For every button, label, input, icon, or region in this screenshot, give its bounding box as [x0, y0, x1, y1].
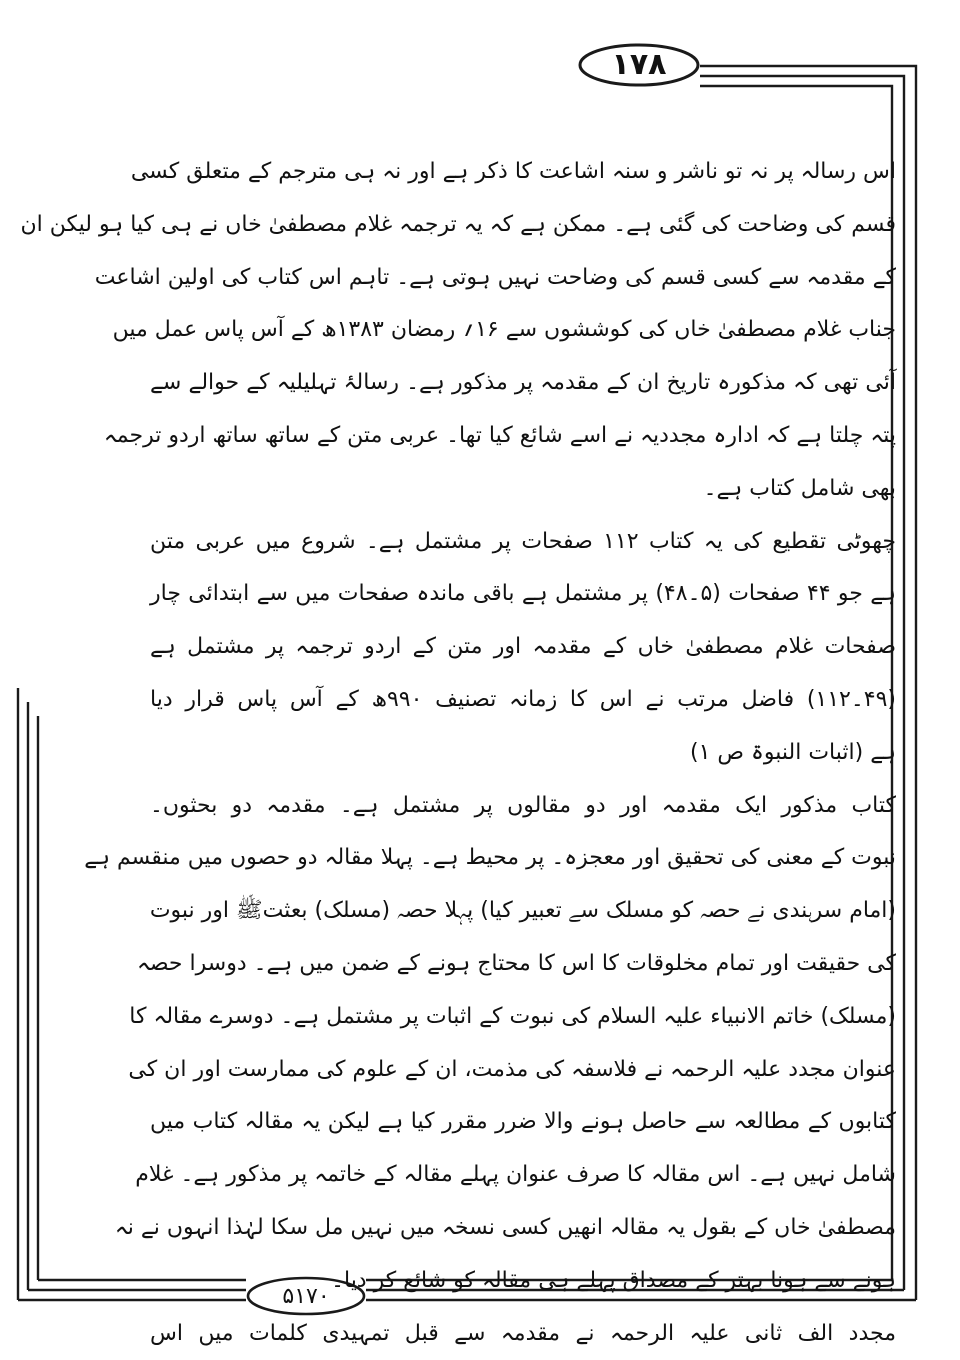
body-line: ہونے سے ہونا بہتر کے مصداق پہلے ہی مقالہ کو شائع کر دیا۔ — [331, 1267, 896, 1293]
body-line: جناب غلام مصطفیٰ خاں کی کوششوں سے ۱۶؍ رمضان ۱۳۸۳ھ کے آس پاس عمل میں — [112, 317, 896, 343]
body-line: صفحات غلام مصطفیٰ خاں کے مقدمہ اور متن کے اردو ترجمہ پر مشتمل ہے — [150, 634, 896, 660]
body-line: قسم کی وضاحت کی گئی ہے۔ ممکن ہے کہ یہ ترجمہ غلام مصطفیٰ خاں نے ہی کیا ہو لیکن ان — [20, 211, 896, 237]
page-number-top: ۱۷۸ — [611, 46, 667, 82]
body-line: کتابوں کے مطالعہ سے حاصل ہونے والا ضرر مقرر کیا ہے لیکن یہ مقالہ کتاب میں — [150, 1109, 896, 1135]
body-line: اس رسالہ پر نہ تو ناشر و سنہ اشاعت کا ذکر ہے اور نہ ہی مترجم کے متعلق کسی — [130, 159, 896, 184]
body-line: چھوٹی تقطیع کی یہ کتاب ۱۱۲ صفحات پر مشتمل ہے۔ شروع میں عربی متن — [150, 528, 897, 554]
body-line: مجدد الف ثانی علیہ الرحمہ نے مقدمہ سے قبل تمہیدی کلمات میں اس — [150, 1320, 896, 1346]
page-number-bottom: ۵۱۷۰ — [282, 1283, 330, 1309]
body-line: نبوت کے معنی کی تحقیق اور معجزہ۔ پر محیط ہے۔ پہلا مقالہ دو حصوں میں منقسم ہے — [84, 845, 896, 871]
body-line: (امام سرہندی نے حصہ کو مسلک سے تعبیر کیا) پہلا حصہ (مسلک) بعثتﷺ اور نبوت — [149, 898, 896, 924]
body-line: ہے جو ۴۴ صفحات (۵۔۴۸) پر مشتمل ہے باقی ماندہ صفحات میں سے ابتدائی چار — [150, 581, 896, 607]
body-line: کی حقیقت اور تمام مخلوقات کا اس کا محتاج ہونے کے ضمن میں ہے۔ دوسرا حصہ — [136, 950, 896, 976]
body-line: آئی تھی کہ مذکورہ تاریخ ان کے مقدمہ پر مذکور ہے۔ رسالۂ تہلیلیہ کے حوالے سے — [150, 370, 896, 396]
body-line: عنوان مجدد علیہ الرحمہ نے فلاسفہ کی مذمت، ان کے علوم کی ممارست اور ان کی — [128, 1056, 896, 1082]
body-line: شامل نہیں ہے۔ اس مقالہ کا صرف عنوان پہلے مقالہ کے خاتمہ پر مذکور ہے۔ غلام — [135, 1162, 896, 1188]
body-line: (مسلک) خاتم الانبیاء علیہ السلام کی نبوت کے اثبات پر مشتمل ہے۔ دوسرے مقالہ کا — [129, 1003, 896, 1029]
body-line: (۴۹۔۱۱۲) فاضل مرتب نے اس کا زمانہ تصنیف ۹۹۰ھ کے آس پاس قرار دیا — [150, 686, 896, 712]
body-line: کے مقدمہ سے کسی قسم کی وضاحت نہیں ہوتی ہے۔ تاہم اس کتاب کی اولین اشاعت — [94, 264, 896, 290]
body-line: مصطفیٰ خاں کے بقول یہ مقالہ انھیں کسی نسخہ میں نہیں مل سکا لہٰذا انہوں نے نہ — [114, 1214, 896, 1240]
body-line: ہے (اثبات النبوۃ ص ۱) — [690, 739, 896, 765]
body-line: بھی شامل کتاب ہے۔ — [703, 475, 896, 501]
body-line: پتہ چلتا ہے کہ ادارہ مجددیہ نے اسے شائع کیا تھا۔ عربی متن کے ساتھ ساتھ اردو ترجمہ — [103, 422, 896, 448]
body-line: کتاب مذکور ایک مقدمہ اور دو مقالوں پر مشتمل ہے۔ مقدمہ دو بحثوں۔ — [150, 792, 896, 818]
article-body — [20, 146, 897, 1360]
